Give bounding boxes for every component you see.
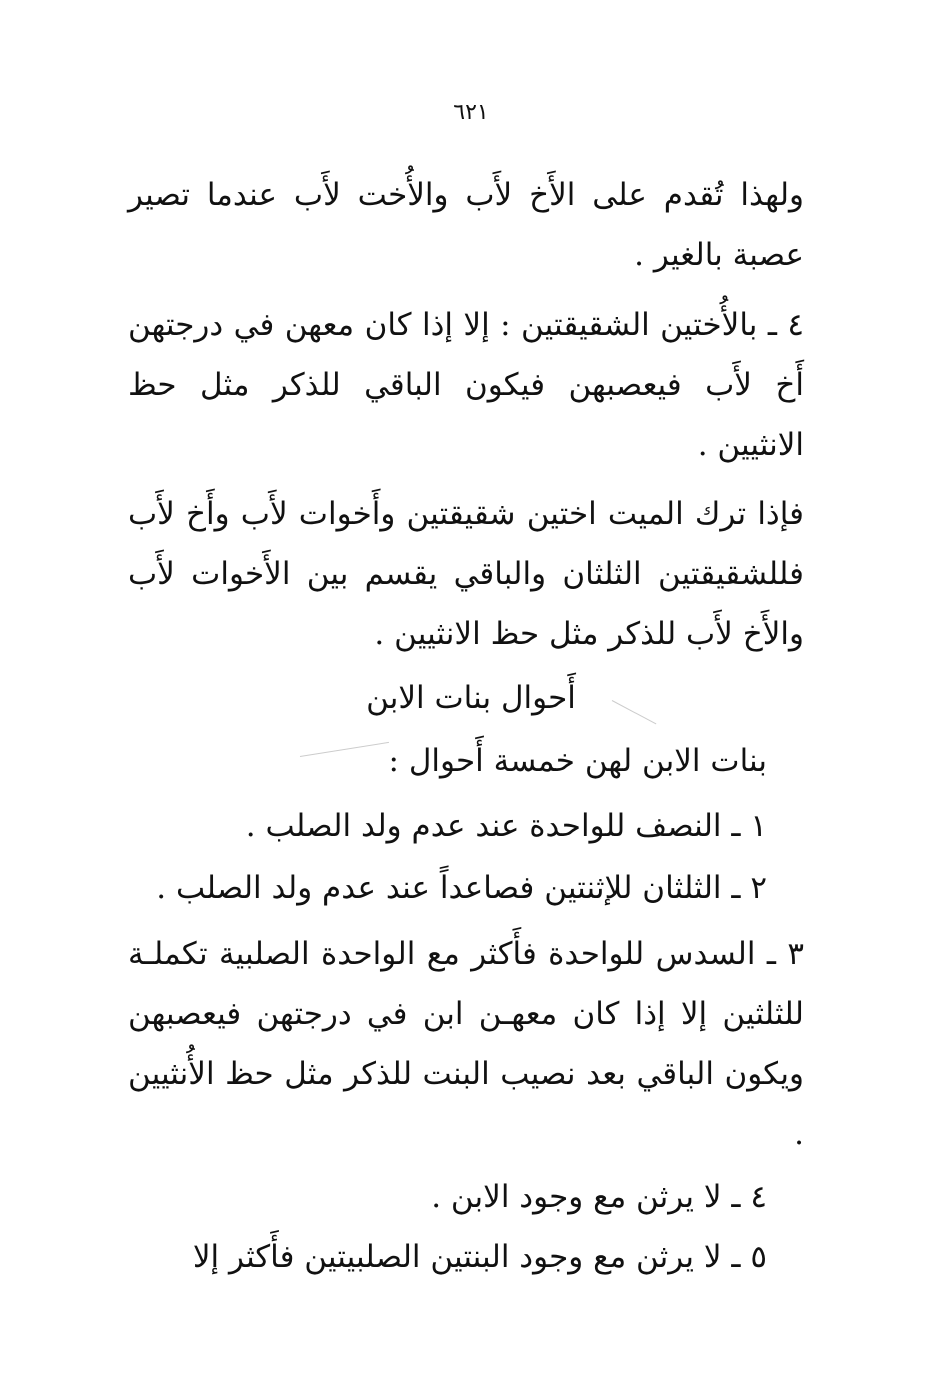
section-heading: أَحوال بنات الابن — [366, 680, 576, 716]
paragraph-example: فإذا ترك الميت اختين شقيقتين وأَخوات لأَب وأَخ لأَب فللشقيقتين الثلثان والباقي يقسم بين الأَخوات لأَب والأَخ لأَب للذكر مثل حظ الانثيين . — [128, 496, 804, 652]
list-item-4: ٤ ـ لا يرثن مع وجود الابن . — [431, 1179, 767, 1215]
list-item-2: ٢ ـ الثلثان للإثنتين فصاعداً عند عدم ولد الصلب . — [156, 870, 767, 906]
paragraph-full-sisters: ٤ ـ بالأُختين الشقيقتين : إلا إذا كان معهن في درجتهن أَخ لأَب فيعصبهن فيكون الباقي للذكر مثل حظ الانثيين . — [128, 307, 804, 463]
list-item-3: ٣ ـ السدس للواحدة فأَكثر مع الواحدة الصلبية تكملـة للثلثين إلا إذا كان معهـن ابن في درجتهن فيعصبهن ويكون الباقي بعد نصيب البنت للذكر مثل حظ الأُنثيين . — [128, 936, 804, 1152]
list-item-5: ٥ ـ لا يرثن مع وجود البنتين الصلبيتين فأَكثر إلا — [192, 1239, 767, 1275]
scan-speck — [300, 742, 389, 757]
list-item-1: ١ ـ النصف للواحدة عند عدم ولد الصلب . — [245, 808, 767, 844]
page-number: ٦٢١ — [453, 100, 489, 125]
section-intro: بنات الابن لهن خمسة أَحوال : — [388, 743, 767, 779]
paragraph-continuation: ولهذا تُقدم على الأَخ لأَب والأُخت لأَب عندما تصير عصبة بالغير . — [128, 177, 804, 273]
